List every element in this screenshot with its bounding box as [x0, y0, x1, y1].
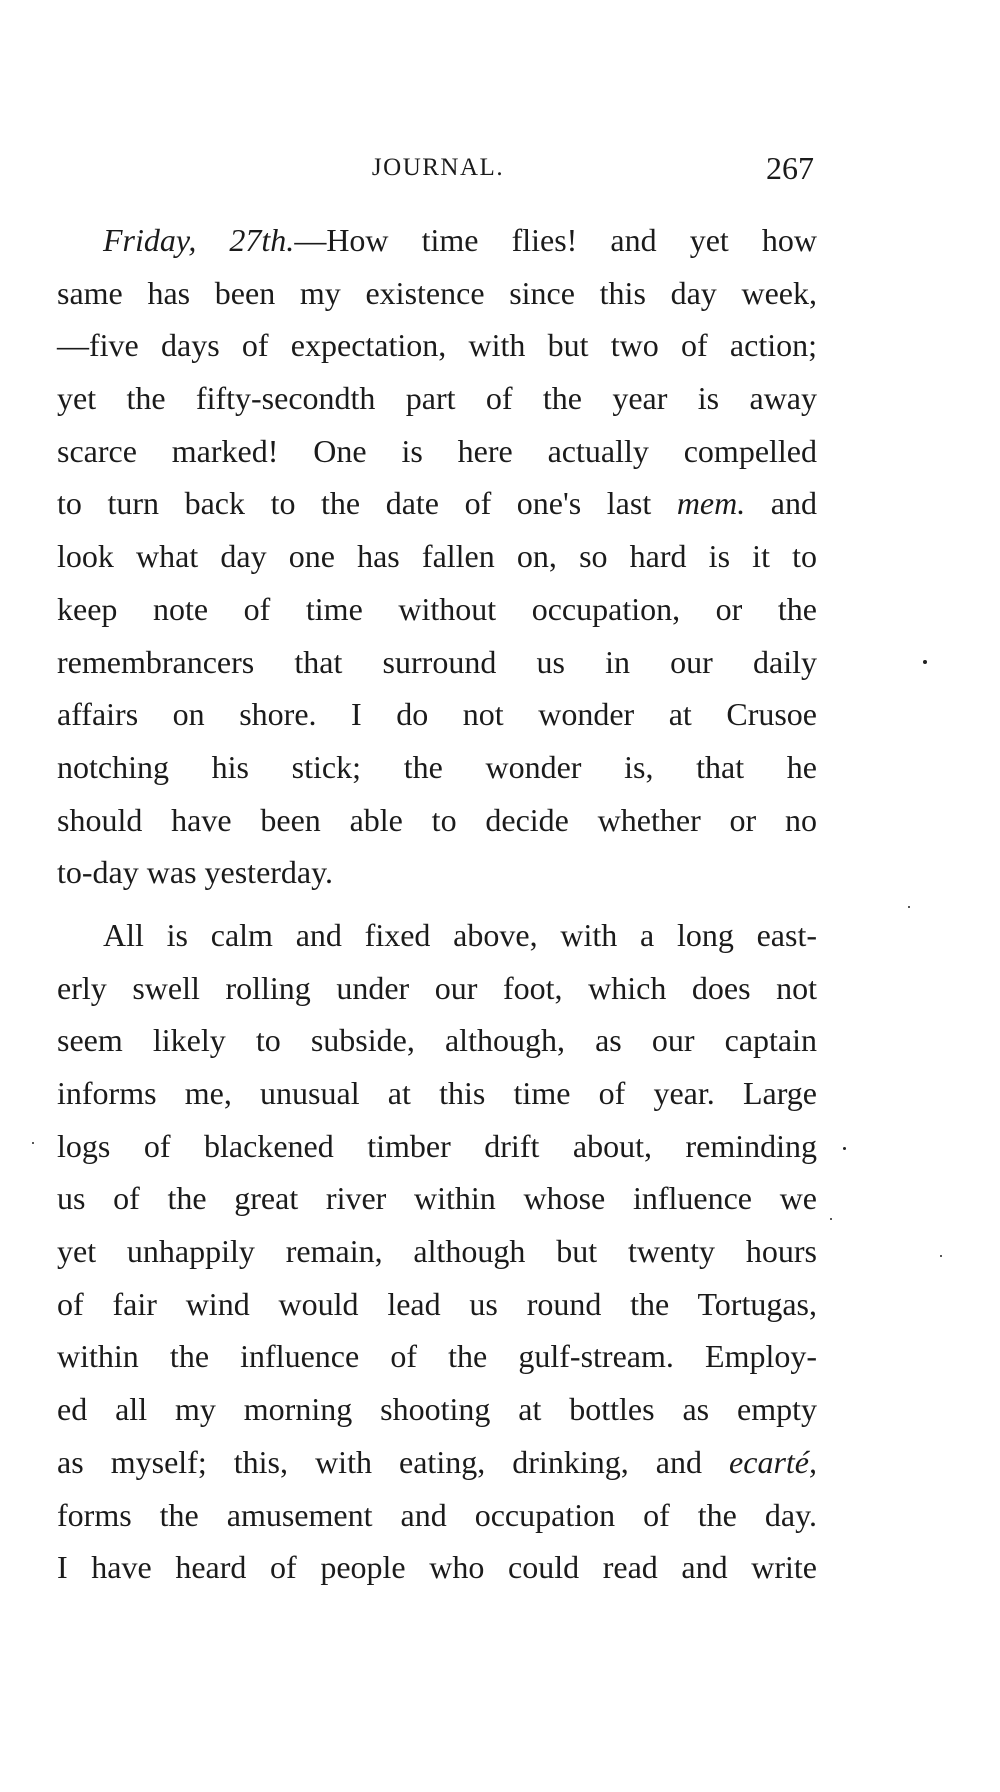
text-line: should have been able to decide whether or no [57, 801, 817, 838]
scan-speck [908, 906, 910, 908]
italic-word: ecarté, [729, 1443, 817, 1480]
text-line: keep note of time without occupation, or the [57, 590, 817, 627]
date-heading: Friday, 27th. [103, 222, 295, 258]
text-line: look what day one has fallen on, so hard is it to [57, 538, 817, 575]
text-line: I have heard of people who could read and write [57, 1549, 817, 1586]
text-line: remembrancers that surround us in our daily [57, 643, 817, 680]
text-line: yet the fifty-secondth part of the year is away [57, 380, 817, 417]
text-line: Friday, 27th.—How time flies! and yet how [103, 222, 818, 258]
text-line: seem likely to subside, although, as our captain [57, 1022, 817, 1059]
running-head [62, 150, 814, 190]
text-line: notching his stick; the wonder is, that he [57, 748, 817, 785]
text-line: same has been my existence since this day week, [57, 274, 817, 311]
text-line: logs of blackened timber drift about, reminding [57, 1127, 817, 1164]
running-title: JOURNAL. [371, 154, 505, 181]
text-line: scarce marked! One is here actually compelled [57, 432, 817, 469]
text-line: —five days of expectation, with but two of action; [57, 327, 817, 364]
text-line: informs me, unusual at this time of year. Large [57, 1075, 817, 1111]
body-text [57, 214, 817, 1594]
text-line: yet unhappily remain, although but twenty hours [57, 1233, 817, 1270]
scan-speck [843, 1147, 846, 1150]
scan-speck [923, 660, 927, 664]
paragraph-1 [57, 214, 817, 899]
text-line: affairs on shore. I do not wonder at Crusoe [57, 696, 817, 733]
scan-speck [32, 1142, 34, 1144]
italic-word: mem. [676, 485, 746, 522]
text-line: erly swell rolling under our foot, which does not [57, 969, 817, 1006]
text-line: ed all my morning shooting at bottles as empty [57, 1391, 817, 1428]
text-line: All is calm and fixed above, with a long east- [103, 916, 817, 953]
text-line: to turn back to the date of one's last mem. and [57, 485, 818, 522]
page-number: 267 [766, 150, 814, 186]
text-line: within the influence of the gulf-stream. Employ- [57, 1338, 817, 1375]
paragraph-2 [57, 909, 817, 1594]
scan-speck [940, 1255, 942, 1257]
text-line: of fair wind would lead us round the Tortugas, [57, 1285, 817, 1322]
text-line: forms the amusement and occupation of the day. [57, 1496, 817, 1533]
text-line: as myself; this, with eating, drinking, and ecarté, [57, 1443, 817, 1480]
text-line: to-day was yesterday. [57, 854, 334, 891]
text-line: us of the great river within whose influence we [57, 1180, 817, 1217]
scan-speck [830, 1218, 832, 1220]
